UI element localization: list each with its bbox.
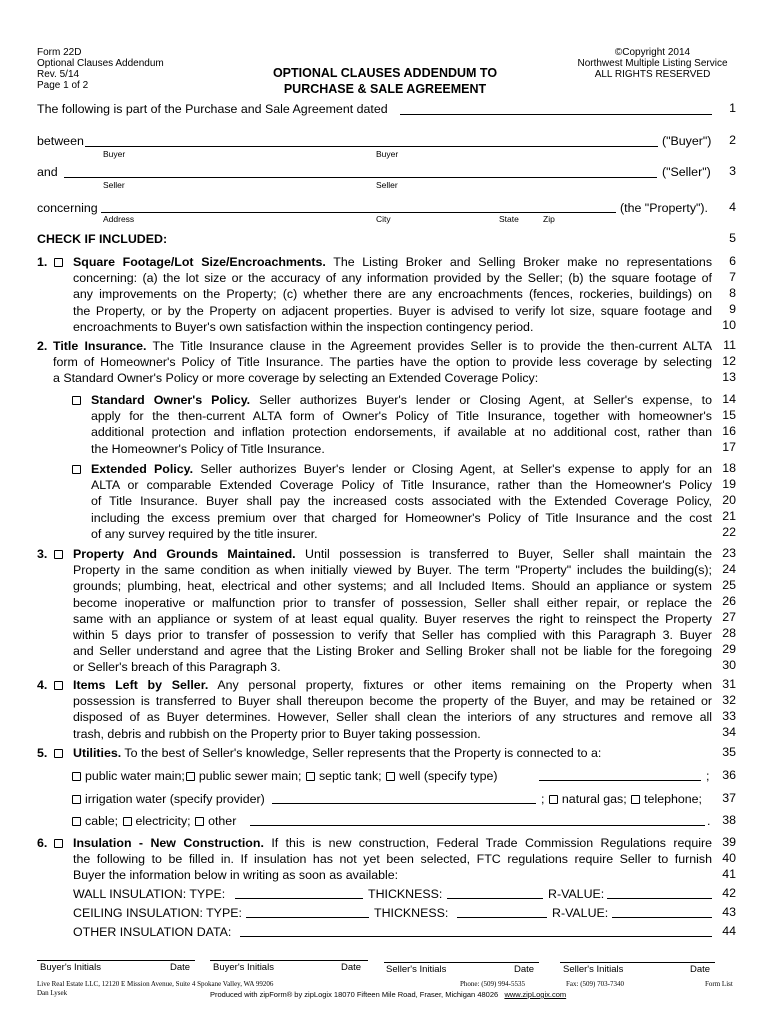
- seller-initials-label-1: Seller's Initials: [386, 964, 447, 975]
- standard-policy-line: additional protection and inflation protection endorsements, if available at no additional cost, rather than: [91, 425, 712, 440]
- seller-label-2: Seller: [376, 180, 398, 190]
- date-label-3: Date: [514, 964, 535, 975]
- line-number: 3: [729, 164, 736, 178]
- property-address-field[interactable]: [101, 212, 616, 213]
- natural-gas-checkbox[interactable]: [549, 795, 558, 804]
- section-2-text: [53, 338, 712, 387]
- well-checkbox[interactable]: [386, 772, 395, 781]
- line-number: 34: [722, 725, 736, 739]
- telephone-checkbox[interactable]: [631, 795, 640, 804]
- utilities-row-2: [71, 791, 265, 807]
- section-4-number: 4.: [37, 678, 48, 692]
- section-5-number: 5.: [37, 746, 48, 760]
- section-1-line: concerning: (a) the lot size or the accuracy of any information provided by the Seller; (b) the square footage of: [73, 271, 712, 286]
- line-number: 22: [722, 525, 736, 539]
- line-number: 7: [729, 270, 736, 284]
- section-6-line: If this is new construction, Federal Trade Commission Regulations require: [271, 836, 712, 850]
- public-sewer-label: public sewer main;: [198, 769, 302, 783]
- section-4-checkbox[interactable]: [54, 681, 63, 690]
- line-number: 20: [722, 493, 736, 507]
- other-utility-field[interactable]: [250, 825, 705, 826]
- section-2-line: form of Homeowner's Policy of Title Insurance. The parties have the option to provide less coverage by selecting: [53, 355, 712, 370]
- form-number: Form 22D: [37, 47, 82, 58]
- form-list: Form List: [705, 980, 733, 988]
- check-if-included: CHECK IF INCLUDED:: [37, 232, 168, 246]
- section-1-line: encroachments to Buyer's own satisfaction within the inspection contingency period.: [73, 319, 534, 334]
- section-3-title: Property And Grounds Maintained.: [73, 547, 296, 561]
- state-label: State: [499, 214, 519, 224]
- well-type-field[interactable]: [539, 780, 701, 781]
- ceiling-rvalue-field[interactable]: [612, 917, 712, 918]
- section-6-line: Buyer the information below in writing as soon as available:: [73, 868, 399, 883]
- public-sewer-checkbox[interactable]: [186, 772, 195, 781]
- buyer-initials-label-2: Buyer's Initials: [213, 962, 274, 973]
- section-2-line: The Title Insurance clause in the Agreement provides Seller is to provide the then-current ALTA: [152, 339, 713, 353]
- wall-rvalue-field[interactable]: [607, 898, 712, 899]
- seller-initials-label-2: Seller's Initials: [563, 964, 624, 975]
- electricity-checkbox[interactable]: [123, 817, 132, 826]
- irrigation-checkbox[interactable]: [72, 795, 81, 804]
- line-number: 43: [722, 905, 736, 919]
- standard-policy-line: apply for the then-current ALTA form of Owner's Policy of Title Insurance, together with homeowner's: [91, 409, 712, 424]
- copyright: ©Copyright 2014: [614, 47, 691, 58]
- form-name: Optional Clauses Addendum: [37, 58, 164, 69]
- wall-insulation-label: WALL INSULATION: TYPE:: [73, 887, 226, 901]
- concerning-label: concerning: [37, 201, 98, 215]
- seller-initials-line-1[interactable]: [384, 962, 539, 963]
- section-1-text: [73, 254, 712, 335]
- section-1-number: 1.: [37, 255, 48, 269]
- line-number: 26: [722, 594, 736, 608]
- title-line-2: PURCHASE & SALE AGREEMENT: [283, 82, 487, 96]
- cable-label: cable;: [85, 814, 119, 828]
- other-insulation-field[interactable]: [240, 936, 712, 937]
- zip-label: Zip: [543, 214, 555, 224]
- section-6-text: [73, 835, 712, 884]
- line-number: 13: [722, 370, 736, 384]
- date-label-4: Date: [690, 964, 711, 975]
- line-number: 18: [722, 461, 736, 475]
- wall-rvalue-label: R-VALUE:: [548, 887, 605, 901]
- seller-initials-line-2[interactable]: [560, 962, 715, 963]
- electricity-label: electricity;: [135, 814, 191, 828]
- septic-tank-label: septic tank;: [318, 769, 382, 783]
- other-utility-checkbox[interactable]: [195, 817, 204, 826]
- telephone-label: telephone;: [644, 792, 702, 806]
- section-2-line: a Standard Owner's Policy or more coverage by selecting an Extended Coverage Policy:: [53, 371, 539, 386]
- line-number: 2: [729, 133, 736, 147]
- between-label: between: [37, 134, 84, 148]
- extended-policy-line: including the excess premium over that charged for Homeowner's Policy of Title Insurance and the cost: [91, 510, 712, 525]
- utilities-row-3: [71, 813, 236, 829]
- section-1-line: any improvements on the Property; (c) whether there are any encroachments (fences, rockeries, buildings) on: [73, 287, 712, 302]
- section-6-number: 6.: [37, 836, 48, 850]
- seller-name-field[interactable]: [64, 177, 657, 178]
- form-info: [37, 47, 164, 91]
- line-number: 32: [722, 693, 736, 707]
- line-number: 11: [723, 338, 736, 352]
- date-label-1: Date: [170, 962, 191, 973]
- section-5-text: [73, 745, 601, 761]
- date-label-2: Date: [341, 962, 362, 973]
- intro-dated-text: The following is part of the Purchase and Sale Agreement dated: [37, 102, 388, 116]
- section-4-line: disposed of as Buyer determines. However, Seller shall clean the interiors of any structures and remove all: [73, 710, 712, 725]
- form-revision: Rev. 5/14: [37, 69, 80, 80]
- line-number: 5: [729, 231, 736, 245]
- line-number: 9: [729, 302, 736, 316]
- line-number: 31: [722, 677, 736, 691]
- service-name: Northwest Multiple Listing Service: [577, 58, 728, 69]
- buyer-name-field[interactable]: [85, 146, 658, 147]
- section-1-title: Square Footage/Lot Size/Encroachments.: [73, 255, 326, 269]
- extended-policy-line: Seller authorizes Buyer's lender or Closing Agent, at Seller's expense to apply for an: [200, 462, 712, 476]
- line-number: 24: [722, 562, 736, 576]
- line-number: 19: [722, 477, 736, 491]
- produced-with: [210, 990, 566, 999]
- line-number: 8: [729, 286, 736, 300]
- section-4-line: possession is transferred to Buyer shall thereupon become the property of the Buyer, and may be retained or: [73, 694, 712, 709]
- semicolon: ;: [541, 792, 545, 806]
- line-number: 21: [722, 509, 736, 523]
- agreement-date-field[interactable]: [400, 114, 712, 115]
- extended-policy-line: ALTA or comparable Extended Coverage Policy of Title Insurance, rather than the Homeowner's Policy: [91, 478, 712, 493]
- section-3-line: or Seller's breach of this Paragraph 3.: [73, 660, 281, 675]
- section-3-checkbox[interactable]: [54, 550, 63, 559]
- page-title: [235, 65, 535, 97]
- line-number: 42: [722, 886, 736, 900]
- buyer-initials-line-2[interactable]: [210, 960, 368, 961]
- ceiling-insulation-label: CEILING INSULATION: TYPE:: [73, 906, 242, 920]
- wall-thickness-label: THICKNESS:: [368, 887, 443, 901]
- line-number: 14: [722, 392, 736, 406]
- line-number: 40: [722, 851, 736, 865]
- line-number: 27: [722, 610, 736, 624]
- line-number: 16: [722, 424, 736, 438]
- buyer-initials-label-1: Buyer's Initials: [40, 962, 101, 973]
- section-6-checkbox[interactable]: [54, 839, 63, 848]
- section-3-line: Property in the same condition as when initially viewed by Buyer. The term "Property" includes the building(s);: [73, 563, 712, 578]
- and-label: and: [37, 165, 58, 179]
- line-number: 30: [722, 658, 736, 672]
- office-fax: Fax: (509) 703-7340: [566, 980, 624, 988]
- section-3-line: same with an appliance or system of at least equal quality. Buyer reserves the right to reinspect the Property: [73, 611, 712, 626]
- ceiling-rvalue-label: R-VALUE:: [552, 906, 609, 920]
- city-label: City: [376, 214, 391, 224]
- property-tag: (the "Property").: [620, 201, 708, 215]
- irrigation-provider-field[interactable]: [272, 803, 536, 804]
- ceiling-type-field[interactable]: [246, 917, 369, 918]
- public-water-checkbox[interactable]: [72, 772, 81, 781]
- natural-gas-label: natural gas;: [561, 792, 627, 806]
- extended-policy-title: Extended Policy.: [91, 462, 194, 476]
- section-6-line: the following to be filled in. If insulation has not yet been selected, FTC regulations require Seller to furnish: [73, 852, 712, 867]
- buyer-label-1: Buyer: [103, 149, 126, 159]
- rights: ALL RIGHTS RESERVED: [594, 69, 711, 80]
- section-3-line: grounds; plumbing, heat, electrical and other systems; and all Included Items. Should an appliance or system: [73, 579, 712, 594]
- standard-policy-line: the Homeowner's Policy of Title Insurance.: [91, 441, 325, 456]
- line-number: 41: [722, 867, 736, 881]
- office-address: Live Real Estate LLC, 12120 E Mission Avenue, Suite 4 Spokane Valley, WA 99206: [37, 980, 274, 988]
- line-number: 38: [722, 813, 736, 827]
- period: .: [707, 814, 711, 828]
- section-3-line: within 5 days prior to transfer of possession to verify that Seller has complied with this Paragraph 3. Buyer: [73, 628, 712, 643]
- section-1-checkbox[interactable]: [54, 258, 63, 267]
- section-4-title: Items Left by Seller.: [73, 678, 209, 692]
- line-number: 35: [722, 745, 736, 759]
- line-number: 1: [729, 101, 736, 115]
- well-label: well (specify type): [399, 769, 498, 783]
- line-number: 28: [722, 626, 736, 640]
- section-4-line: trash, debris and rubbish on the Property prior to Buyer taking possession.: [73, 726, 481, 741]
- line-number: 4: [729, 200, 736, 214]
- page-indicator: Page 1 of 2: [37, 80, 89, 91]
- standard-policy-line: Seller authorizes Buyer's lender or Closing Agent, at Seller's expense, to: [259, 393, 712, 407]
- line-number: 29: [722, 642, 736, 656]
- line-number: 23: [722, 546, 736, 560]
- extended-policy-checkbox[interactable]: [72, 465, 81, 474]
- utilities-row-2b: [541, 791, 702, 807]
- wall-thickness-field[interactable]: [447, 898, 543, 899]
- title-line-1: OPTIONAL CLAUSES ADDENDUM TO: [272, 66, 498, 80]
- line-number: 6: [729, 254, 736, 268]
- ceiling-thickness-label: THICKNESS:: [374, 906, 449, 920]
- other-utility-label: other: [208, 814, 237, 828]
- other-insulation-label: OTHER INSULATION DATA:: [73, 925, 232, 939]
- section-1-line: the Property, or by the Property on adjacent properties. Buyer is advised to verify lot size, square footage and: [73, 303, 712, 318]
- copyright-block: [555, 47, 750, 80]
- line-number: 39: [722, 835, 736, 849]
- produced-text: Produced with zipForm® by zipLogix 18070 Fifteen Mile Road, Fraser, Michigan 48026: [210, 990, 499, 999]
- section-4-text: [73, 677, 712, 742]
- semicolon: ;: [706, 769, 710, 783]
- line-number: 25: [722, 578, 736, 592]
- section-5-checkbox[interactable]: [54, 749, 63, 758]
- section-3-number: 3.: [37, 547, 48, 561]
- seller-label-1: Seller: [103, 180, 125, 190]
- line-number: 33: [722, 709, 736, 723]
- section-2-number: 2.: [37, 339, 48, 353]
- section-3-line: and Seller understand and agree that the Listing Broker and Selling Broker shall not be liable for the foregoing: [73, 644, 712, 659]
- line-number: 37: [722, 791, 736, 805]
- standard-policy-text: [91, 392, 712, 457]
- line-number: 15: [722, 408, 736, 422]
- irrigation-label: irrigation water (specify provider): [85, 792, 265, 806]
- extended-policy-line: of any survey required by the title insurer.: [91, 526, 318, 541]
- line-number: 17: [722, 440, 736, 454]
- standard-policy-checkbox[interactable]: [72, 396, 81, 405]
- section-6-title: Insulation - New Construction.: [73, 836, 264, 850]
- line-number: 12: [722, 354, 736, 368]
- line-number: 44: [722, 924, 736, 938]
- wall-type-field[interactable]: [235, 898, 363, 899]
- ziplogix-link[interactable]: www.zipLogix.com: [504, 990, 567, 999]
- section-2-title: Title Insurance.: [53, 339, 147, 353]
- section-1-line: The Listing Broker and Selling Broker make no representations: [333, 255, 713, 269]
- section-4-line: Any personal property, fixtures or other items remaining on the Property when: [217, 678, 712, 692]
- section-3-line: become inoperative or malfunction prior to transfer of possession, Seller shall either repair, or replace the: [73, 595, 712, 610]
- extended-policy-text: [91, 461, 712, 542]
- public-water-label: public water main;: [85, 769, 185, 783]
- extended-policy-line: of Title Insurance. Buyer shall pay the increased costs associated with the Extended Coverage Policy,: [91, 494, 712, 509]
- cable-checkbox[interactable]: [72, 817, 81, 826]
- address-label: Address: [103, 214, 135, 224]
- line-number: 10: [722, 318, 736, 332]
- buyer-tag: ("Buyer"): [662, 134, 712, 148]
- section-3-text: [73, 546, 712, 676]
- ceiling-thickness-field[interactable]: [457, 917, 547, 918]
- standard-policy-title: Standard Owner's Policy.: [91, 393, 251, 407]
- section-5-line: To the best of Seller's knowledge, Seller represents that the Property is connected to a:: [124, 746, 602, 760]
- section-3-line: Until possession is transferred to Buyer, Seller shall maintain the: [305, 547, 713, 561]
- buyer-initials-line-1[interactable]: [37, 960, 195, 961]
- buyer-label-2: Buyer: [376, 149, 399, 159]
- office-phone: Phone: (509) 994-5535: [460, 980, 525, 988]
- line-number: 36: [722, 768, 736, 782]
- utilities-row-1: [71, 768, 498, 784]
- section-5-title: Utilities.: [73, 746, 122, 760]
- septic-tank-checkbox[interactable]: [306, 772, 315, 781]
- agent-name: Dan Lysek: [37, 989, 68, 997]
- seller-tag: ("Seller"): [662, 165, 711, 179]
